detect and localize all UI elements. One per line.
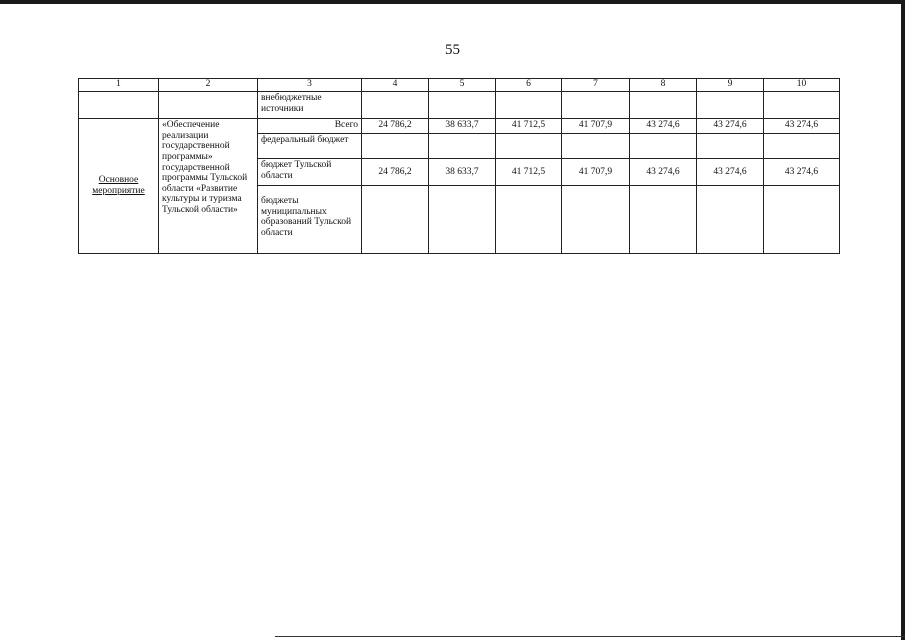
value-cell: 43 274,6 (764, 119, 840, 134)
value-cell: 41 712,5 (496, 159, 562, 186)
value-cell (496, 92, 562, 119)
page-top-border (0, 0, 905, 4)
value-cell (764, 186, 840, 254)
budget-table (78, 78, 840, 254)
column-header: 9 (697, 79, 764, 92)
value-cell: 41 707,9 (562, 159, 630, 186)
funding-source-cell: Всего (258, 119, 362, 134)
column-header: 5 (429, 79, 496, 92)
value-cell: 43 274,6 (697, 119, 764, 134)
column-header: 1 (79, 79, 159, 92)
value-cell: 43 274,6 (630, 159, 697, 186)
table-row-offbudget (79, 92, 840, 119)
value-cell (429, 186, 496, 254)
value-cell: 43 274,6 (764, 159, 840, 186)
value-cell: 24 786,2 (362, 119, 429, 134)
column-header: 4 (362, 79, 429, 92)
empty-cell (79, 92, 159, 119)
value-cell (630, 186, 697, 254)
column-header: 6 (496, 79, 562, 92)
activity-name-cell: «Обеспечение реализации государственной программы» государственной программы Тульской области «Развитие культуры и туризма Тульской области» (159, 119, 258, 254)
funding-source-cell: внебюджетные источники (258, 92, 362, 119)
value-cell (630, 92, 697, 119)
column-header: 2 (159, 79, 258, 92)
value-cell (496, 186, 562, 254)
value-cell (429, 92, 496, 119)
activity-type-label: Основное мероприятие (92, 175, 145, 196)
value-cell: 24 786,2 (362, 159, 429, 186)
funding-source-cell: бюджет Тульской области (258, 159, 362, 186)
value-cell: 38 633,7 (429, 119, 496, 134)
value-cell (362, 92, 429, 119)
value-cell (562, 92, 630, 119)
value-cell (362, 186, 429, 254)
column-header: 10 (764, 79, 840, 92)
table-row-total (79, 119, 840, 134)
value-cell (429, 134, 496, 159)
page-right-border (901, 0, 905, 640)
funding-source-cell: федеральный бюджет (258, 134, 362, 159)
value-cell (697, 134, 764, 159)
value-cell: 38 633,7 (429, 159, 496, 186)
empty-cell (159, 92, 258, 119)
page-number: 55 (445, 42, 460, 58)
value-cell: 43 274,6 (697, 159, 764, 186)
value-cell (562, 186, 630, 254)
activity-type-cell (79, 119, 159, 254)
value-cell (562, 134, 630, 159)
column-number-row (79, 79, 840, 92)
value-cell (764, 92, 840, 119)
value-cell: 43 274,6 (630, 119, 697, 134)
column-header: 8 (630, 79, 697, 92)
value-cell: 41 712,5 (496, 119, 562, 134)
column-header: 3 (258, 79, 362, 92)
value-cell (362, 134, 429, 159)
value-cell (630, 134, 697, 159)
funding-source-cell: бюджеты муниципальных образований Тульской области (258, 186, 362, 254)
value-cell: 41 707,9 (562, 119, 630, 134)
value-cell (697, 92, 764, 119)
value-cell (697, 186, 764, 254)
column-header: 7 (562, 79, 630, 92)
page-bottom-line (275, 636, 905, 637)
value-cell (496, 134, 562, 159)
value-cell (764, 134, 840, 159)
